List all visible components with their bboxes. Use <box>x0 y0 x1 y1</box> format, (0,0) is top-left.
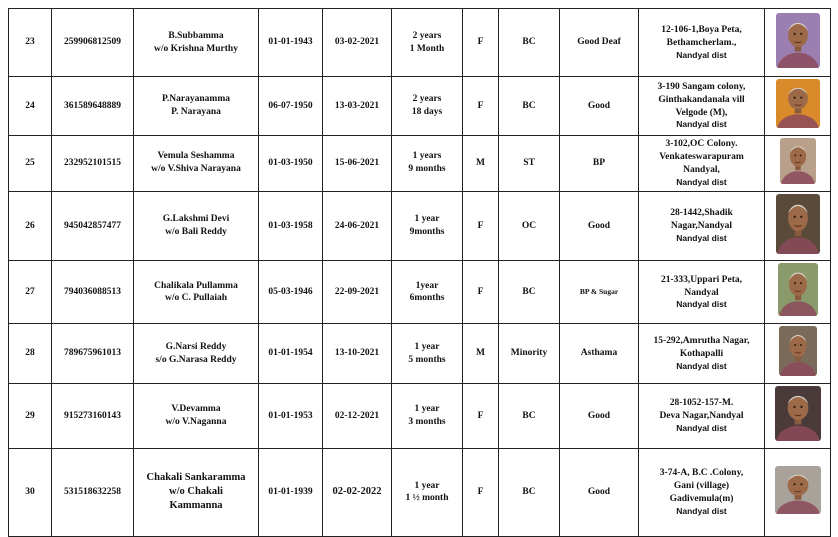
stay-duration-line: 1 year <box>414 480 440 491</box>
caste-category-line: BC <box>522 100 536 111</box>
health-status-line: Good <box>587 220 611 231</box>
health-status-line: Asthama <box>580 348 618 359</box>
aadhaar-number-line: 259906812509 <box>64 37 121 48</box>
gender-line: F <box>477 37 484 48</box>
admission-date-line: 13-10-2021 <box>334 348 380 359</box>
gender-line: M <box>476 157 485 168</box>
address-text: Kothapalli <box>679 348 724 359</box>
date-of-birth <box>259 77 323 136</box>
address-text: Ginthakandanala vill <box>658 94 745 105</box>
stay-duration-line: 18 days <box>411 106 443 117</box>
gender-line: F <box>477 410 484 421</box>
admission-date <box>323 261 392 324</box>
health-status <box>560 261 639 324</box>
beneficiary-name <box>134 77 259 136</box>
address-text: 12-106-1,Boya Peta, <box>661 24 742 35</box>
photo-cell <box>765 9 831 77</box>
beneficiary-name-line: w/o V.Naganna <box>165 416 227 427</box>
gender-line: F <box>477 486 484 497</box>
aadhaar-number-line: 915273160143 <box>64 410 121 421</box>
district-label: Nandyal dist <box>676 49 727 60</box>
address-line <box>642 37 761 50</box>
address-text: Nandyal, <box>683 164 720 175</box>
caste-category <box>499 77 560 136</box>
health-status-line: BP <box>592 157 606 168</box>
admission-date <box>323 9 392 77</box>
date-of-birth-line: 01-01-1943 <box>268 37 313 48</box>
beneficiary-name-line: G.Narsi Reddy <box>165 341 227 352</box>
address-line <box>642 220 761 233</box>
stay-duration-line: 6months <box>409 293 445 304</box>
stay-duration <box>392 261 463 324</box>
caste-category <box>499 135 560 191</box>
beneficiary-name-line: Chakali Sankaramma <box>146 472 246 484</box>
admission-date <box>323 448 392 536</box>
table-row <box>9 9 831 77</box>
aadhaar-number-line: 232952101515 <box>64 157 121 168</box>
address-text: Bethamcherlam., <box>666 37 737 48</box>
photo-cell <box>765 135 831 191</box>
district-label: Nandyal dist <box>676 119 727 130</box>
date-of-birth <box>259 9 323 77</box>
address-text: Deva Nagar,Nandyal <box>659 411 744 422</box>
serial-number <box>9 324 52 384</box>
beneficiary-name <box>134 448 259 536</box>
beneficiary-name-line: V.Devamma <box>171 404 221 415</box>
health-status-line: Good <box>587 486 611 497</box>
serial-number-line: 24 <box>25 100 35 111</box>
elderly-woman-photo <box>780 138 816 184</box>
stay-duration-line: 9months <box>409 227 445 238</box>
beneficiary-name-line: Chalikala Pullamma <box>154 280 238 291</box>
address-line <box>642 480 761 493</box>
address <box>639 384 765 449</box>
gender <box>463 191 499 261</box>
address-line <box>642 24 761 37</box>
beneficiary-name-line: w/o Chakali <box>169 486 223 498</box>
admission-date <box>323 191 392 261</box>
health-status-line: Good Deaf <box>577 37 621 48</box>
address-line <box>642 94 761 107</box>
address-line <box>642 151 761 164</box>
serial-number <box>9 261 52 324</box>
stay-duration-line: 9 months <box>408 164 446 175</box>
address <box>639 9 765 77</box>
address <box>639 191 765 261</box>
stay-duration-line: 2 years <box>412 30 442 41</box>
photo-cell <box>765 448 831 536</box>
beneficiary-name <box>134 384 259 449</box>
admission-date-line: 13-03-2021 <box>334 100 380 111</box>
address-text: Nagar,Nandyal <box>670 221 733 232</box>
admission-date-line: 02-12-2021 <box>334 410 380 421</box>
serial-number <box>9 135 52 191</box>
address-text: Venkateswarapuram <box>659 152 744 163</box>
table-row <box>9 261 831 324</box>
aadhaar-number <box>52 261 134 324</box>
admission-date-line: 22-09-2021 <box>334 286 380 297</box>
table-body <box>9 9 831 537</box>
caste-category-line: OC <box>521 220 537 231</box>
serial-number-line: 26 <box>25 220 35 231</box>
admission-date-line: 03-02-2021 <box>334 37 380 48</box>
caste-category-line: Minority <box>510 348 548 359</box>
stay-duration <box>392 448 463 536</box>
aadhaar-number-line: 531518632258 <box>64 486 121 497</box>
gender <box>463 448 499 536</box>
caste-category <box>499 9 560 77</box>
photo-cell <box>765 384 831 449</box>
beneficiary-name-line: w/o C. Pullaiah <box>164 293 228 304</box>
admission-date <box>323 77 392 136</box>
beneficiary-name-line: Vemula Seshamma <box>157 151 235 162</box>
serial-number <box>9 448 52 536</box>
caste-category <box>499 191 560 261</box>
caste-category-line: ST <box>523 157 535 168</box>
admission-date-line: 02-02-2022 <box>332 486 382 498</box>
elderly-woman-photo <box>776 194 820 254</box>
caste-category <box>499 324 560 384</box>
gender-line: F <box>477 100 484 111</box>
admission-date <box>323 135 392 191</box>
address-text: 21-333,Uppari Peta, <box>660 274 742 285</box>
health-status-line: Good <box>587 410 611 421</box>
elderly-woman-photo <box>775 466 821 514</box>
health-status <box>560 191 639 261</box>
health-status <box>560 9 639 77</box>
elderly-woman-photo <box>776 79 820 128</box>
district-label: Nandyal dist <box>676 176 727 187</box>
beneficiary-name <box>134 324 259 384</box>
elderly-man-photo <box>779 326 817 376</box>
address-line <box>642 287 761 300</box>
aadhaar-number-line: 361589648889 <box>64 100 121 111</box>
date-of-birth <box>259 191 323 261</box>
gender-line: F <box>477 286 484 297</box>
table-row <box>9 384 831 449</box>
stay-duration-line: 1 Month <box>409 43 445 54</box>
date-of-birth-line: 06-07-1950 <box>268 100 313 111</box>
address-text: 15-292,Amrutha Nagar, <box>653 336 750 347</box>
date-of-birth <box>259 135 323 191</box>
admission-date <box>323 384 392 449</box>
caste-category <box>499 384 560 449</box>
caste-category-line: BC <box>522 286 536 297</box>
stay-duration-line: 1 year <box>414 404 440 415</box>
photo-cell <box>765 191 831 261</box>
health-status <box>560 448 639 536</box>
stay-duration <box>392 384 463 449</box>
aadhaar-number <box>52 191 134 261</box>
beneficiary-name-line: w/o V.Shiva Narayana <box>151 164 241 175</box>
date-of-birth <box>259 448 323 536</box>
address-line <box>642 410 761 423</box>
aadhaar-number-line: 789675961013 <box>64 348 121 359</box>
address-text: 3-102,OC Colony. <box>665 139 738 150</box>
beneficiary-name-line: P. Narayana <box>171 106 221 117</box>
serial-number-line: 25 <box>25 157 35 168</box>
photo-cell <box>765 261 831 324</box>
beneficiary-name <box>134 191 259 261</box>
photo-cell <box>765 77 831 136</box>
health-status <box>560 324 639 384</box>
table-row <box>9 77 831 136</box>
health-status <box>560 384 639 449</box>
address-text: Gadivemula(m) <box>669 494 734 505</box>
address <box>639 135 765 191</box>
admission-date <box>323 324 392 384</box>
address-line <box>642 348 761 361</box>
address-line <box>642 138 761 151</box>
date-of-birth-line: 01-01-1939 <box>268 486 313 497</box>
address <box>639 77 765 136</box>
date-of-birth-line: 05-03-1946 <box>268 286 313 297</box>
address-line <box>642 335 761 348</box>
beneficiary-name-line: P.Narayanamma <box>162 94 230 105</box>
serial-number <box>9 9 52 77</box>
serial-number <box>9 191 52 261</box>
aadhaar-number-line: 794036088513 <box>64 286 121 297</box>
date-of-birth <box>259 384 323 449</box>
address-line <box>642 164 761 177</box>
serial-number-line: 28 <box>25 348 35 359</box>
district-label: Nandyal dist <box>676 299 727 310</box>
beneficiary-name-line: w/o Krishna Murthy <box>154 43 238 54</box>
elderly-woman-photo <box>776 13 820 68</box>
beneficiary-name <box>134 261 259 324</box>
aadhaar-number <box>52 448 134 536</box>
address-text: 3-74-A, B.C .Colony, <box>659 468 744 479</box>
table-row <box>9 448 831 536</box>
gender <box>463 135 499 191</box>
address-text: Gani (village) <box>673 481 730 492</box>
aadhaar-number-line: 945042857477 <box>64 220 121 231</box>
aadhaar-number <box>52 9 134 77</box>
serial-number <box>9 77 52 136</box>
gender <box>463 9 499 77</box>
district-label: Nandyal dist <box>676 360 727 371</box>
stay-duration <box>392 9 463 77</box>
beneficiary-name <box>134 9 259 77</box>
stay-duration-line: 1 ½ month <box>405 493 449 504</box>
caste-category <box>499 261 560 324</box>
stay-duration-line: 1 year <box>414 214 440 225</box>
caste-category-line: BC <box>522 486 536 497</box>
stay-duration <box>392 77 463 136</box>
beneficiary-register-table <box>8 8 831 537</box>
address-line <box>642 467 761 480</box>
caste-category-line: BC <box>522 410 536 421</box>
stay-duration-line: 1year <box>415 280 439 291</box>
district-label: Nandyal dist <box>676 505 727 516</box>
stay-duration-line: 1 years <box>412 151 442 162</box>
aadhaar-number <box>52 77 134 136</box>
address-line <box>642 493 761 506</box>
stay-duration-line: 1 year <box>414 341 440 352</box>
aadhaar-number <box>52 135 134 191</box>
date-of-birth-line: 01-01-1953 <box>268 410 313 421</box>
stay-duration-line: 2 years <box>412 94 442 105</box>
health-status-line: Good <box>587 100 611 111</box>
aadhaar-number <box>52 384 134 449</box>
serial-number-line: 27 <box>25 286 35 297</box>
address-line <box>642 397 761 410</box>
beneficiary-name-line: Kammanna <box>169 500 223 512</box>
beneficiary-name-line: w/o Bali Reddy <box>165 227 227 238</box>
gender-line: F <box>477 220 484 231</box>
address-line <box>642 81 761 94</box>
aadhaar-number <box>52 324 134 384</box>
date-of-birth-line: 01-03-1950 <box>268 157 313 168</box>
address-line <box>642 107 761 120</box>
elderly-woman-photo <box>775 386 821 441</box>
address-text: 3-190 Sangam colony, <box>657 81 746 92</box>
stay-duration <box>392 191 463 261</box>
serial-number <box>9 384 52 449</box>
photo-cell <box>765 324 831 384</box>
date-of-birth-line: 01-03-1958 <box>268 220 313 231</box>
gender <box>463 384 499 449</box>
address-text: 28-1442,Shadik <box>670 208 733 219</box>
beneficiary-name-line: G.Lakshmi Devi <box>162 214 230 225</box>
stay-duration-line: 3 months <box>408 416 446 427</box>
address-line <box>642 207 761 220</box>
address <box>639 324 765 384</box>
table-row <box>9 135 831 191</box>
gender <box>463 324 499 384</box>
serial-number-line: 23 <box>25 37 35 48</box>
admission-date-line: 15-06-2021 <box>334 157 380 168</box>
table-row <box>9 324 831 384</box>
date-of-birth-line: 01-01-1954 <box>268 348 313 359</box>
gender-line: M <box>476 348 485 359</box>
health-status <box>560 77 639 136</box>
elderly-woman-photo <box>778 263 818 316</box>
gender <box>463 261 499 324</box>
beneficiary-name <box>134 135 259 191</box>
address <box>639 448 765 536</box>
stay-duration-line: 5 months <box>408 354 446 365</box>
stay-duration <box>392 324 463 384</box>
address-text: Velgode (M), <box>675 107 728 118</box>
health-status-line: BP & Sugar <box>579 287 619 297</box>
caste-category <box>499 448 560 536</box>
health-status <box>560 135 639 191</box>
district-label: Nandyal dist <box>676 423 727 434</box>
beneficiary-name-line: B.Subbamma <box>168 30 224 41</box>
beneficiary-name-line: s/o G.Narasa Reddy <box>155 354 237 365</box>
address-line <box>642 274 761 287</box>
stay-duration <box>392 135 463 191</box>
gender <box>463 77 499 136</box>
serial-number-line: 29 <box>25 410 35 421</box>
serial-number-line: 30 <box>25 486 35 497</box>
district-label: Nandyal dist <box>676 233 727 244</box>
address-text: Nandyal <box>684 287 719 298</box>
caste-category-line: BC <box>522 37 536 48</box>
date-of-birth <box>259 324 323 384</box>
address-text: 28-1052-157-M. <box>669 398 734 409</box>
date-of-birth <box>259 261 323 324</box>
table-row <box>9 191 831 261</box>
address <box>639 261 765 324</box>
admission-date-line: 24-06-2021 <box>334 220 380 231</box>
